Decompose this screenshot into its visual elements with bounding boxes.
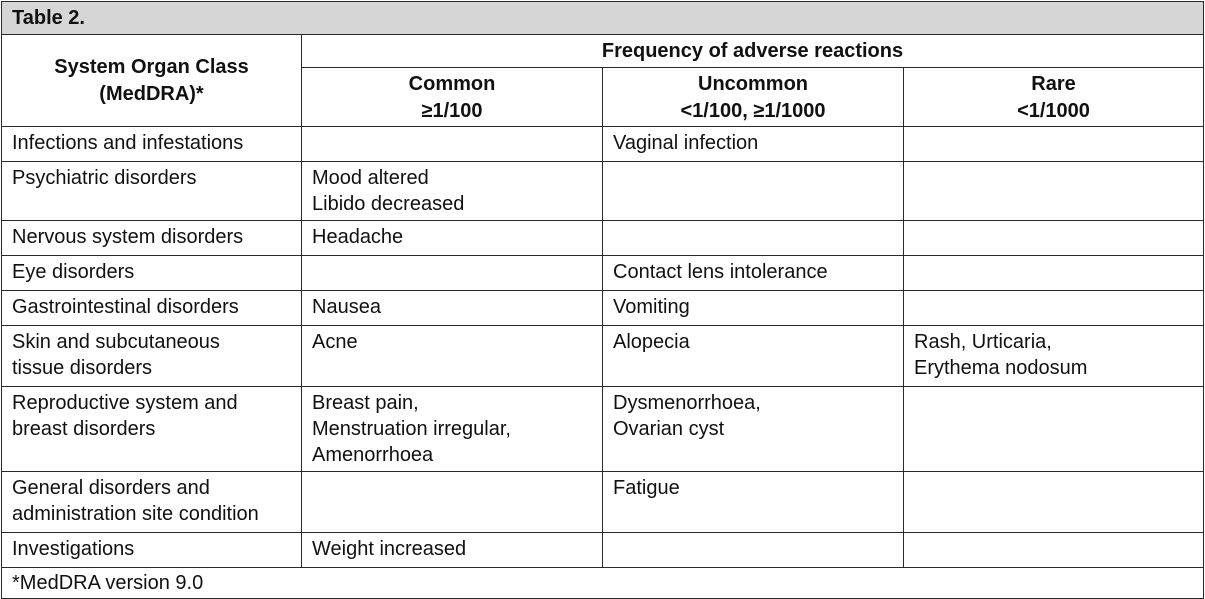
table-row xyxy=(2,387,1204,472)
soc-cell-line: Nervous system disorders xyxy=(12,226,244,248)
soc-cell xyxy=(2,533,302,568)
soc-cell-line: Reproductive system and xyxy=(12,392,238,414)
common-cell xyxy=(302,387,603,472)
soc-cell-line: Eye disorders xyxy=(12,261,135,283)
rare-cell xyxy=(904,256,1204,291)
soc-cell-line: administration site condition xyxy=(12,503,259,525)
uncommon-cell-line: Dysmenorrhoea, xyxy=(613,392,761,414)
soc-cell-line: General disorders and xyxy=(12,477,210,499)
footnote-row xyxy=(2,568,1204,599)
common-column-header xyxy=(302,68,603,127)
rare-cell xyxy=(904,221,1204,256)
common-cell-line: Headache xyxy=(312,226,404,248)
table-title-row xyxy=(2,2,1204,35)
table-row xyxy=(2,326,1204,387)
uncommon-cell xyxy=(603,326,904,387)
common-header-range: ≥1/100 xyxy=(421,100,483,122)
adverse-reactions-table xyxy=(1,1,1204,599)
uncommon-cell-line: Fatigue xyxy=(613,477,680,499)
soc-cell xyxy=(2,162,302,221)
soc-cell-line: Infections and infestations xyxy=(12,132,244,154)
rare-cell xyxy=(904,387,1204,472)
soc-column-header xyxy=(2,35,302,127)
table-row xyxy=(2,256,1204,291)
common-cell xyxy=(302,127,603,162)
common-header-name: Common xyxy=(408,73,496,95)
table-body xyxy=(2,127,1204,568)
uncommon-cell xyxy=(603,291,904,326)
rare-column-header xyxy=(904,68,1204,127)
common-cell-line: Nausea xyxy=(312,296,381,318)
uncommon-cell-line: Contact lens intolerance xyxy=(613,261,828,283)
common-cell xyxy=(302,291,603,326)
uncommon-cell xyxy=(603,221,904,256)
adverse-reactions-table-container xyxy=(1,1,1203,599)
table-row xyxy=(2,162,1204,221)
rare-cell xyxy=(904,326,1204,387)
uncommon-header-name: Uncommon xyxy=(698,73,808,95)
soc-cell-line: Gastrointestinal disorders xyxy=(12,296,239,318)
soc-cell xyxy=(2,472,302,533)
rare-cell xyxy=(904,533,1204,568)
soc-cell-line: tissue disorders xyxy=(12,357,153,379)
rare-header-range: <1/1000 xyxy=(1017,100,1090,122)
common-cell xyxy=(302,533,603,568)
table-row xyxy=(2,291,1204,326)
common-cell-line: Menstruation irregular, xyxy=(312,418,511,440)
footnote: *MedDRA version 9.0 xyxy=(2,568,1204,599)
common-cell xyxy=(302,326,603,387)
header-row-1 xyxy=(2,35,1204,68)
common-cell-line: Acne xyxy=(312,331,358,353)
soc-cell xyxy=(2,326,302,387)
uncommon-cell-line: Alopecia xyxy=(613,331,690,353)
common-cell-line: Mood altered xyxy=(312,167,429,189)
uncommon-cell-line: Vomiting xyxy=(613,296,690,318)
uncommon-cell xyxy=(603,472,904,533)
table-title: Table 2. xyxy=(2,2,1204,35)
soc-cell-line: Investigations xyxy=(12,538,135,560)
uncommon-cell-line: Vaginal infection xyxy=(613,132,759,154)
uncommon-cell-line: Ovarian cyst xyxy=(613,418,725,440)
uncommon-cell xyxy=(603,256,904,291)
common-cell-line: Libido decreased xyxy=(312,193,465,215)
uncommon-header-range: <1/100, ≥1/1000 xyxy=(680,100,826,122)
table-row xyxy=(2,127,1204,162)
soc-cell xyxy=(2,221,302,256)
soc-cell xyxy=(2,256,302,291)
rare-cell xyxy=(904,162,1204,221)
table-row xyxy=(2,221,1204,256)
rare-cell xyxy=(904,472,1204,533)
rare-cell-line: Rash, Urticaria, xyxy=(914,331,1052,353)
rare-cell-line: Erythema nodosum xyxy=(914,357,1088,379)
soc-cell xyxy=(2,291,302,326)
table-row xyxy=(2,533,1204,568)
common-cell xyxy=(302,162,603,221)
table-row xyxy=(2,472,1204,533)
common-cell-line: Amenorrhoea xyxy=(312,444,434,466)
soc-cell xyxy=(2,387,302,472)
uncommon-cell xyxy=(603,162,904,221)
uncommon-cell xyxy=(603,533,904,568)
rare-cell xyxy=(904,291,1204,326)
soc-cell-line: Skin and subcutaneous xyxy=(12,331,220,353)
soc-header-line1: System Organ Class xyxy=(54,55,249,78)
uncommon-column-header xyxy=(603,68,904,127)
rare-cell xyxy=(904,127,1204,162)
common-cell-line: Breast pain, xyxy=(312,392,419,414)
uncommon-cell xyxy=(603,127,904,162)
frequency-header: Frequency of adverse reactions xyxy=(302,35,1204,68)
common-cell xyxy=(302,256,603,291)
common-cell xyxy=(302,221,603,256)
soc-cell-line: Psychiatric disorders xyxy=(12,167,197,189)
rare-header-name: Rare xyxy=(1031,73,1076,95)
common-cell-line: Weight increased xyxy=(312,538,467,560)
common-cell xyxy=(302,472,603,533)
soc-header-line2: (MedDRA)* xyxy=(99,82,204,105)
uncommon-cell xyxy=(603,387,904,472)
soc-cell-line: breast disorders xyxy=(12,418,156,440)
soc-cell xyxy=(2,127,302,162)
